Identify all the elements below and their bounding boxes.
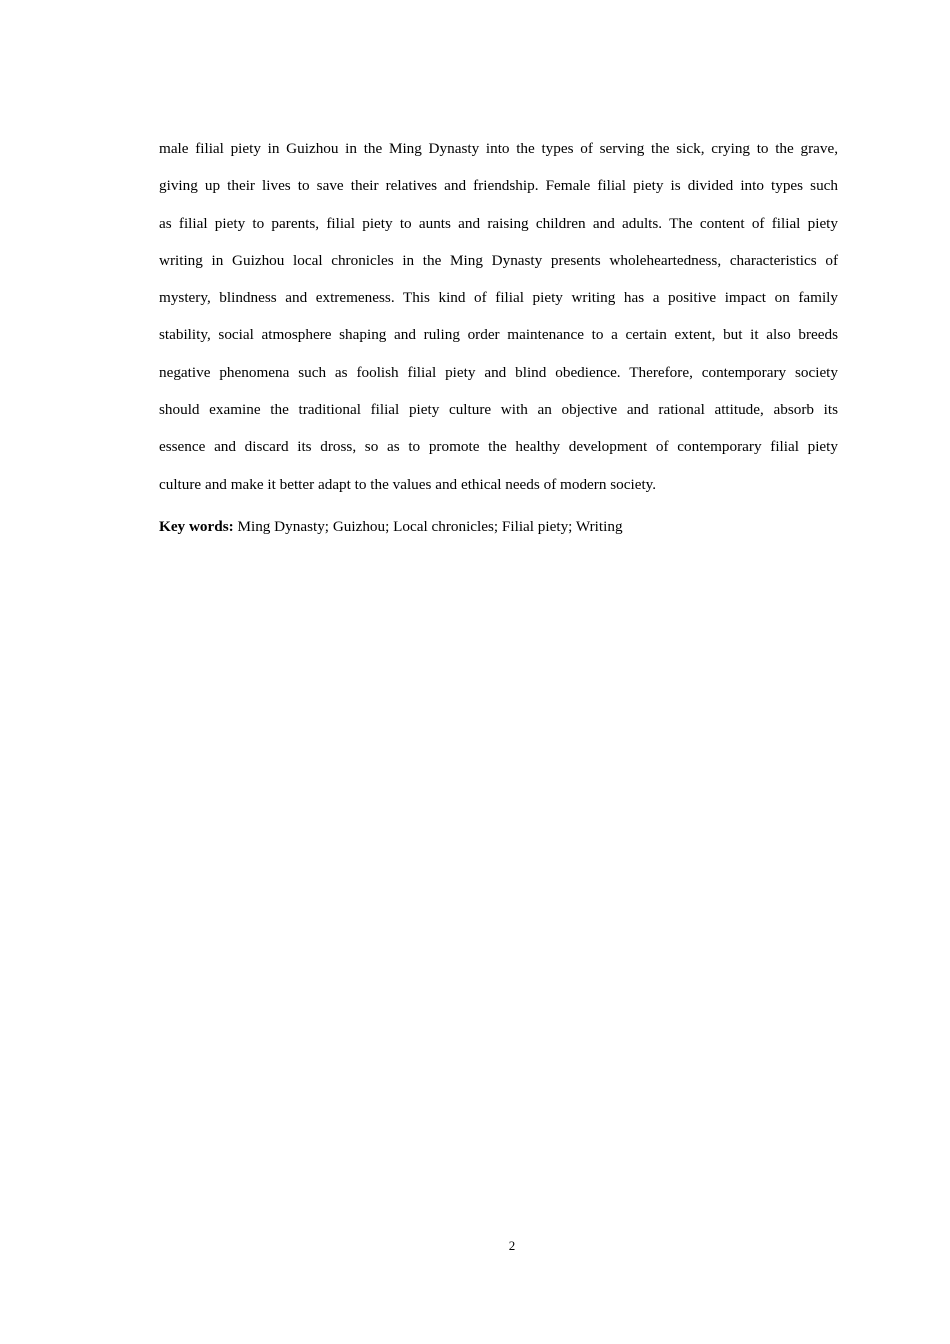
abstract-line: negative phenomena such as foolish filial piety and blind obedience. Therefore, contemporary society xyxy=(159,363,838,381)
keywords-line xyxy=(159,515,623,539)
keywords-label: Key words: xyxy=(159,518,234,535)
abstract-line: culture and make it better adapt to the values and ethical needs of modern society. xyxy=(159,475,657,493)
abstract-line: mystery, blindness and extremeness. This kind of filial piety writing has a positive impact on family xyxy=(159,289,838,307)
page-number: 2 xyxy=(508,1238,516,1253)
abstract-line: essence and discard its dross, so as to promote the healthy development of contemporary filial piety xyxy=(159,438,838,456)
abstract-line: as filial piety to parents, filial piety to aunts and raising children and adults. The content of filial piety xyxy=(159,214,838,232)
abstract-line: giving up their lives to save their relatives and friendship. Female filial piety is divided into types such xyxy=(159,177,838,195)
abstract-paragraph xyxy=(159,130,838,503)
abstract-line: male filial piety in Guizhou in the Ming Dynasty into the types of serving the sick, crying to the grave, xyxy=(159,140,838,157)
abstract-line: stability, social atmosphere shaping and ruling order maintenance to a certain extent, but it also breeds xyxy=(159,326,838,344)
abstract-line: should examine the traditional filial piety culture with an objective and rational attitude, absorb its xyxy=(159,401,838,419)
keywords-text: Ming Dynasty; Guizhou; Local chronicles; Filial piety; Writing xyxy=(233,518,623,535)
abstract-line: writing in Guizhou local chronicles in the Ming Dynasty presents wholeheartedness, characteristics of xyxy=(159,251,838,269)
